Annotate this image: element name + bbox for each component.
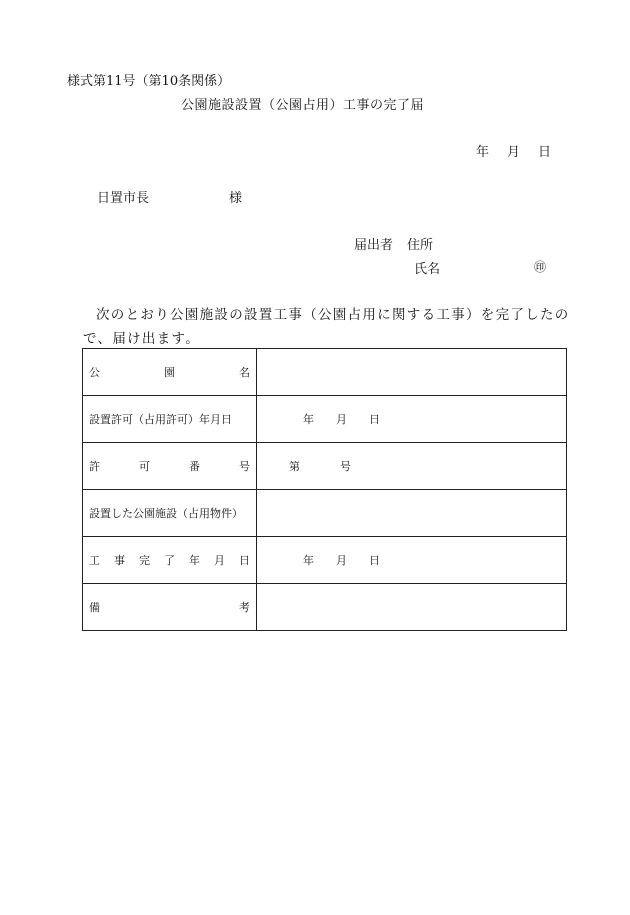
form-number: 様式第11号（第10条関係） (67, 74, 231, 89)
label-char: 完 (139, 554, 150, 567)
day-label: 日 (369, 554, 380, 567)
date-year-label: 年 (476, 145, 490, 160)
label-char: 備 (89, 601, 100, 614)
label-char: 公 (89, 366, 100, 379)
label-char: 工 (89, 554, 100, 567)
notifier-address-line (354, 234, 433, 253)
label-char: 許 (89, 460, 100, 473)
label-char: 了 (164, 554, 175, 567)
notifier-label: 届出者 (354, 238, 394, 253)
permit-date-label: 設置許可（占用許可）年月日 (83, 396, 257, 443)
label-char: 名 (239, 366, 250, 379)
addressee (97, 187, 242, 206)
installed-facility-field[interactable] (257, 490, 567, 537)
month-label: 月 (336, 554, 347, 567)
table-row-remarks (83, 584, 567, 631)
remarks-label (83, 584, 257, 631)
submission-date-line (476, 141, 551, 160)
table-row-installed-facility (83, 490, 567, 537)
seal-mark: ㊞ (534, 260, 547, 274)
label-char: 事 (114, 554, 125, 567)
document-title: 公園施設設置（公園占用）工事の完了届 (181, 98, 425, 113)
permit-date-field[interactable] (257, 396, 567, 443)
table-row-permit-date (83, 396, 567, 443)
permit-number-field[interactable] (257, 443, 567, 490)
label-char: 考 (239, 601, 250, 614)
notifier-name-label: 氏名 (414, 262, 441, 277)
day-label: 日 (369, 413, 380, 426)
label-char: 月 (214, 554, 225, 567)
label-char: 年 (189, 554, 200, 567)
date-day-label: 日 (538, 145, 552, 160)
addressee-honorific: 様 (229, 191, 243, 206)
park-name-field[interactable] (257, 349, 567, 396)
table-row-park-name (83, 349, 567, 396)
completion-date-field[interactable] (257, 537, 567, 584)
label-char: 号 (239, 460, 250, 473)
permit-suffix: 号 (340, 460, 351, 473)
table-row-completion-date (83, 537, 567, 584)
year-label: 年 (303, 554, 314, 567)
addressee-name: 日置市長 (97, 191, 150, 206)
label-char: 可 (139, 460, 150, 473)
installed-facility-label: 設置した公園施設（占用物件） (83, 490, 257, 537)
completion-date-label (83, 537, 257, 584)
label-char: 園 (164, 366, 175, 379)
address-label: 住所 (407, 238, 434, 253)
permit-number-label (83, 443, 257, 490)
date-month-label: 月 (507, 145, 521, 160)
label-char: 日 (239, 554, 250, 567)
permit-prefix: 第 (289, 460, 300, 473)
remarks-field[interactable] (257, 584, 567, 631)
year-label: 年 (303, 413, 314, 426)
park-name-label (83, 349, 257, 396)
month-label: 月 (336, 413, 347, 426)
label-char: 番 (189, 460, 200, 473)
body-text: 次のとおり公園施設の設置工事（公園占用に関する工事）を完了したので、届け出ます。 (83, 307, 570, 347)
body-paragraph (83, 303, 573, 351)
completion-form-table (82, 348, 567, 631)
table-row-permit-number (83, 443, 567, 490)
